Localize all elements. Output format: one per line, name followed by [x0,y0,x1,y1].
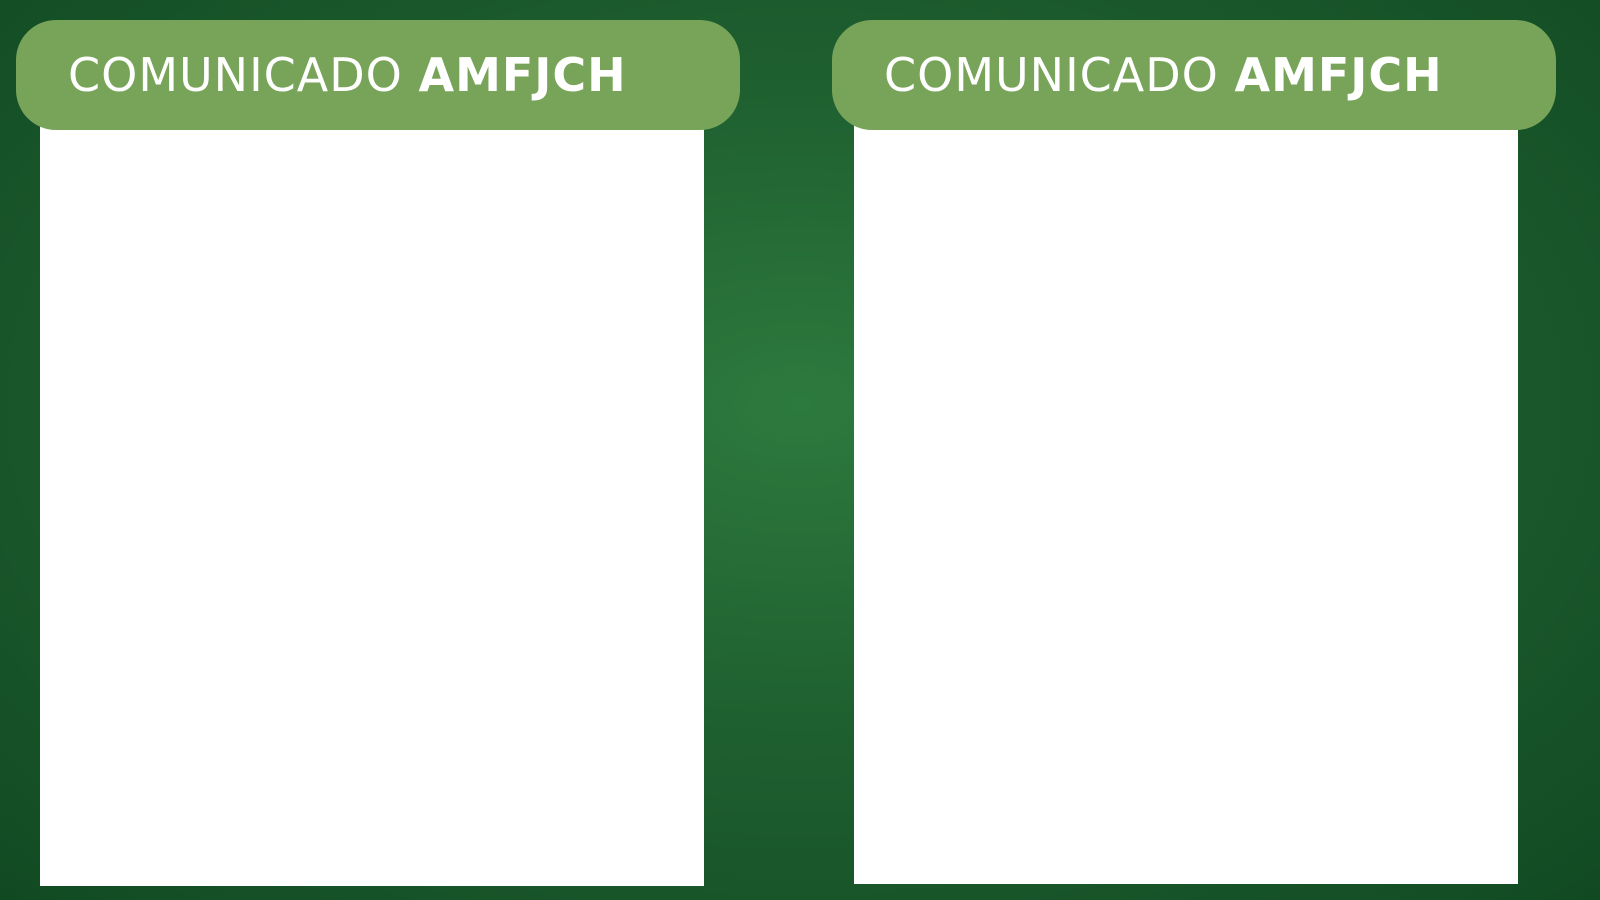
title-light: COMUNICADO [68,48,403,102]
title-bold: AMFJCH [1234,48,1443,102]
document-sheet [40,118,704,886]
title-banner [16,20,740,130]
document-sheet [854,116,1518,884]
title-light: COMUNICADO [884,48,1219,102]
title-banner [832,20,1556,130]
banner-title [884,48,1443,102]
title-bold: AMFJCH [418,48,627,102]
banner-title [68,48,627,102]
